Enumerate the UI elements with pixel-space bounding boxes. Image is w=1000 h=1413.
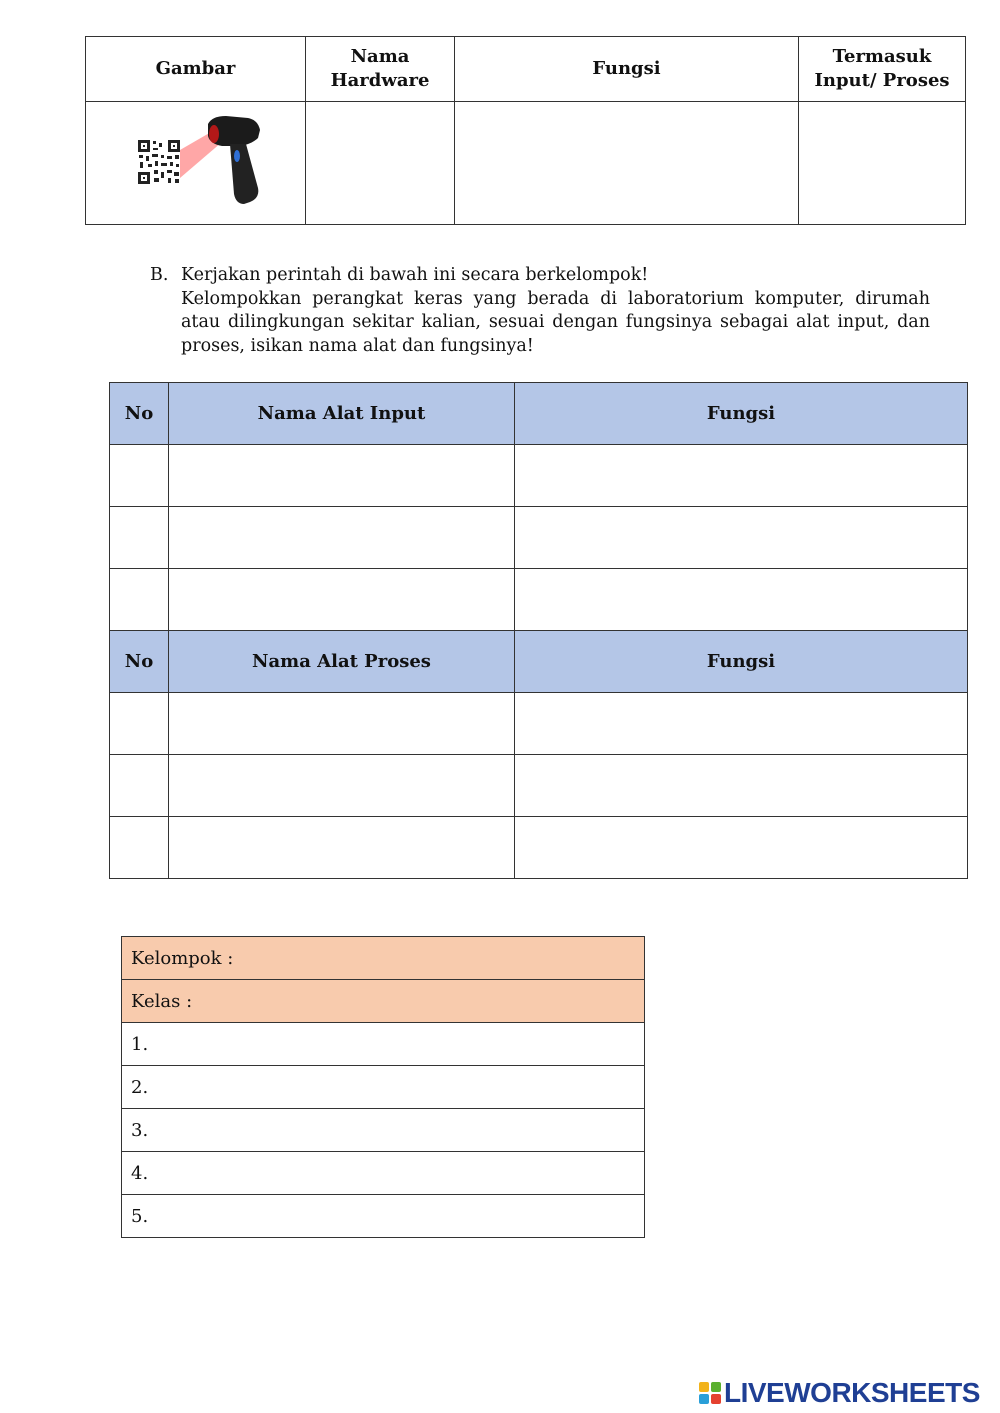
- table-row: [110, 445, 968, 507]
- input-name-cell[interactable]: [169, 569, 515, 631]
- header-fungsi: Fungsi: [515, 631, 968, 693]
- header-no: No: [110, 383, 169, 445]
- header-fungsi: Fungsi: [515, 383, 968, 445]
- termasuk-cell[interactable]: [799, 102, 966, 225]
- fungsi-cell[interactable]: [455, 102, 799, 225]
- table-row: [110, 817, 968, 879]
- input-table-header: [110, 383, 968, 445]
- fungsi-cell[interactable]: [515, 693, 968, 755]
- table-row: [110, 569, 968, 631]
- instruction-line: Kerjakan perintah di bawah ini secara berkelompok!: [181, 265, 649, 285]
- member-2[interactable]: 2.: [122, 1066, 645, 1109]
- device-table: [109, 382, 968, 879]
- fungsi-cell[interactable]: [515, 569, 968, 631]
- input-name-cell[interactable]: [169, 445, 515, 507]
- header-fungsi: Fungsi: [455, 37, 799, 102]
- member-row: [122, 1195, 645, 1238]
- fungsi-cell[interactable]: [515, 445, 968, 507]
- header-nama-alat-proses: Nama Alat Proses: [169, 631, 515, 693]
- fungsi-cell[interactable]: [515, 817, 968, 879]
- no-cell[interactable]: [110, 507, 169, 569]
- process-table-header: [110, 631, 968, 693]
- fungsi-cell[interactable]: [515, 755, 968, 817]
- liveworksheets-logo: [698, 1376, 980, 1410]
- no-cell[interactable]: [110, 693, 169, 755]
- process-name-cell[interactable]: [169, 693, 515, 755]
- member-5[interactable]: 5.: [122, 1195, 645, 1238]
- process-name-cell[interactable]: [169, 755, 515, 817]
- header-termasuk: Termasuk Input/ Proses: [799, 37, 966, 102]
- section-letter: B.: [150, 265, 169, 285]
- no-cell[interactable]: [110, 569, 169, 631]
- hardware-table: [85, 36, 966, 225]
- liveworksheets-mark-icon: [698, 1381, 722, 1405]
- group-table: [121, 936, 645, 1238]
- member-row: [122, 1066, 645, 1109]
- header-gambar: Gambar: [86, 37, 306, 102]
- process-name-cell[interactable]: [169, 817, 515, 879]
- kelas-row: [122, 980, 645, 1023]
- image-cell: [86, 102, 306, 225]
- header-no: No: [110, 631, 169, 693]
- section-b-instructions: [150, 264, 930, 358]
- member-1[interactable]: 1.: [122, 1023, 645, 1066]
- kelas-label[interactable]: Kelas :: [122, 980, 645, 1023]
- no-cell[interactable]: [110, 817, 169, 879]
- member-3[interactable]: 3.: [122, 1109, 645, 1152]
- kelompok-row: [122, 937, 645, 980]
- header-nama-hardware: Nama Hardware: [306, 37, 455, 102]
- member-row: [122, 1109, 645, 1152]
- table-row: [110, 693, 968, 755]
- member-row: [122, 1152, 645, 1195]
- nama-hardware-cell[interactable]: [306, 102, 455, 225]
- kelompok-label[interactable]: Kelompok :: [122, 937, 645, 980]
- instruction-paragraph: Kelompokkan perangkat keras yang berada di laboratorium komputer, dirumah atau dilingkungan sekitar kalian, sesuai dengan fungsinya sebagai alat input, dan proses, isikan nama alat dan fungsinya!: [181, 288, 930, 356]
- table-row: [110, 507, 968, 569]
- fungsi-cell[interactable]: [515, 507, 968, 569]
- barcode-scanner-icon: [126, 106, 266, 216]
- no-cell[interactable]: [110, 445, 169, 507]
- member-4[interactable]: 4.: [122, 1152, 645, 1195]
- member-row: [122, 1023, 645, 1066]
- logo-text: LIVEWORKSHEETS: [724, 1377, 980, 1408]
- no-cell[interactable]: [110, 755, 169, 817]
- table-row: [110, 755, 968, 817]
- input-name-cell[interactable]: [169, 507, 515, 569]
- table-row: [86, 102, 966, 225]
- header-nama-alat-input: Nama Alat Input: [169, 383, 515, 445]
- hardware-table-header: [86, 37, 966, 102]
